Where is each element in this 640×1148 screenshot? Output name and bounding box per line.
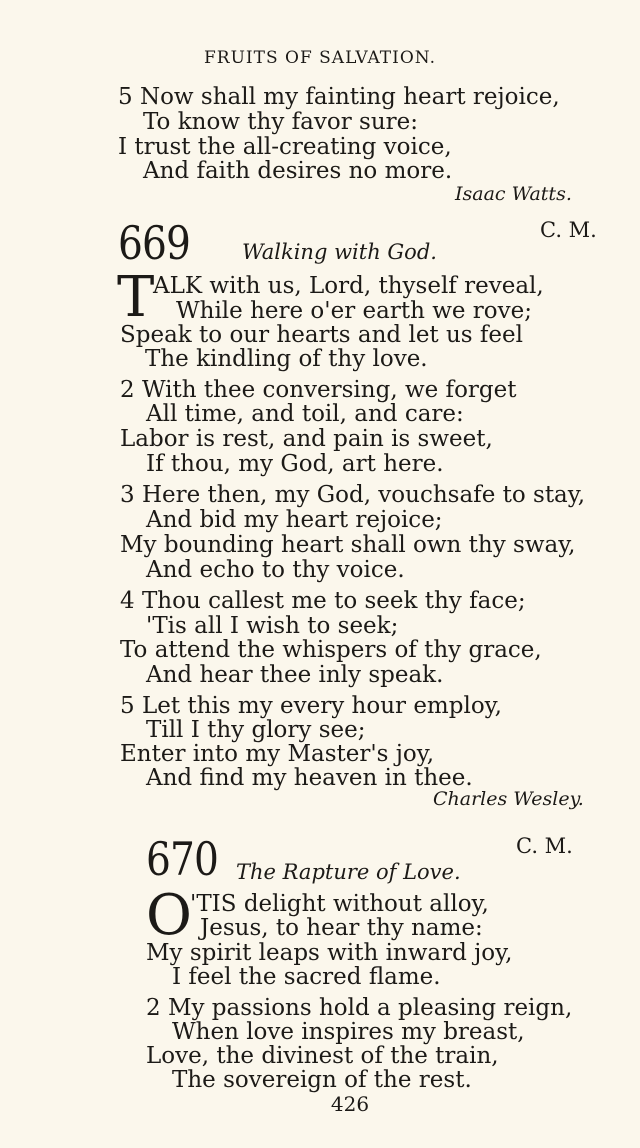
page-number: 426 <box>330 1092 370 1116</box>
verse-line: 3 Here then, my God, vouchsafe to stay, <box>120 482 586 508</box>
verse-line: Jesus, to hear thy name: <box>200 915 483 941</box>
hymn-number: 669 <box>118 216 191 270</box>
hymn-meter: C. M. <box>516 834 573 858</box>
hymn-title: The Rapture of Love. <box>236 860 461 884</box>
hymn-author: Charles Wesley. <box>433 788 584 810</box>
verse-line: To know thy favor sure: <box>143 109 419 135</box>
drop-cap: T <box>117 265 155 330</box>
verse-line: 2 With thee conversing, we forget <box>120 377 517 403</box>
verse-line: ALK with us, Lord, thyself reveal, <box>153 273 544 299</box>
verse-line: Love, the divinest of the train, <box>146 1043 499 1069</box>
hymn-title: Walking with God. <box>242 240 437 264</box>
hymn-author: Isaac Watts. <box>455 183 572 205</box>
verse-line: 'Tis all I wish to seek; <box>146 613 399 639</box>
verse-line: The kindling of thy love. <box>145 346 428 372</box>
verse-line: Enter into my Master's joy, <box>120 741 435 767</box>
verse-line: While here o'er earth we rove; <box>176 298 533 324</box>
running-header: FRUITS OF SALVATION. <box>203 48 436 68</box>
verse-line: My spirit leaps with inward joy, <box>146 940 513 966</box>
verse-line: My bounding heart shall own thy sway, <box>120 532 576 558</box>
verse-line: 5 Let this my every hour employ, <box>120 693 502 719</box>
drop-cap: O <box>146 883 192 948</box>
verse-line: All time, and toil, and care: <box>146 401 464 427</box>
verse-line: And echo to thy voice. <box>146 557 405 583</box>
verse-line: And find my heaven in thee. <box>146 765 473 791</box>
verse-line: I feel the sacred flame. <box>172 964 441 990</box>
hymn-meter: C. M. <box>540 218 597 242</box>
verse-line: If thou, my God, art here. <box>146 451 444 477</box>
verse-line: And bid my heart rejoice; <box>146 507 443 533</box>
verse-line: 5 Now shall my fainting heart rejoice, <box>118 84 560 110</box>
verse-line: 2 My passions hold a pleasing reign, <box>146 995 573 1021</box>
verse-line: Labor is rest, and pain is sweet, <box>120 426 493 452</box>
verse-line: When love inspires my breast, <box>172 1019 525 1045</box>
verse-line: The sovereign of the rest. <box>172 1067 472 1093</box>
verse-line: I trust the all-creating voice, <box>118 134 452 160</box>
verse-line: 'TIS delight without alloy, <box>190 891 489 917</box>
hymn-number: 670 <box>146 832 219 886</box>
verse-line: And faith desires no more. <box>143 158 453 184</box>
verse-line: And hear thee inly speak. <box>146 662 444 688</box>
verse-line: To attend the whispers of thy grace, <box>120 637 542 663</box>
verse-line: Speak to our hearts and let us feel <box>120 322 524 348</box>
verse-line: Till I thy glory see; <box>146 717 366 743</box>
verse-line: 4 Thou callest me to seek thy face; <box>120 588 526 614</box>
